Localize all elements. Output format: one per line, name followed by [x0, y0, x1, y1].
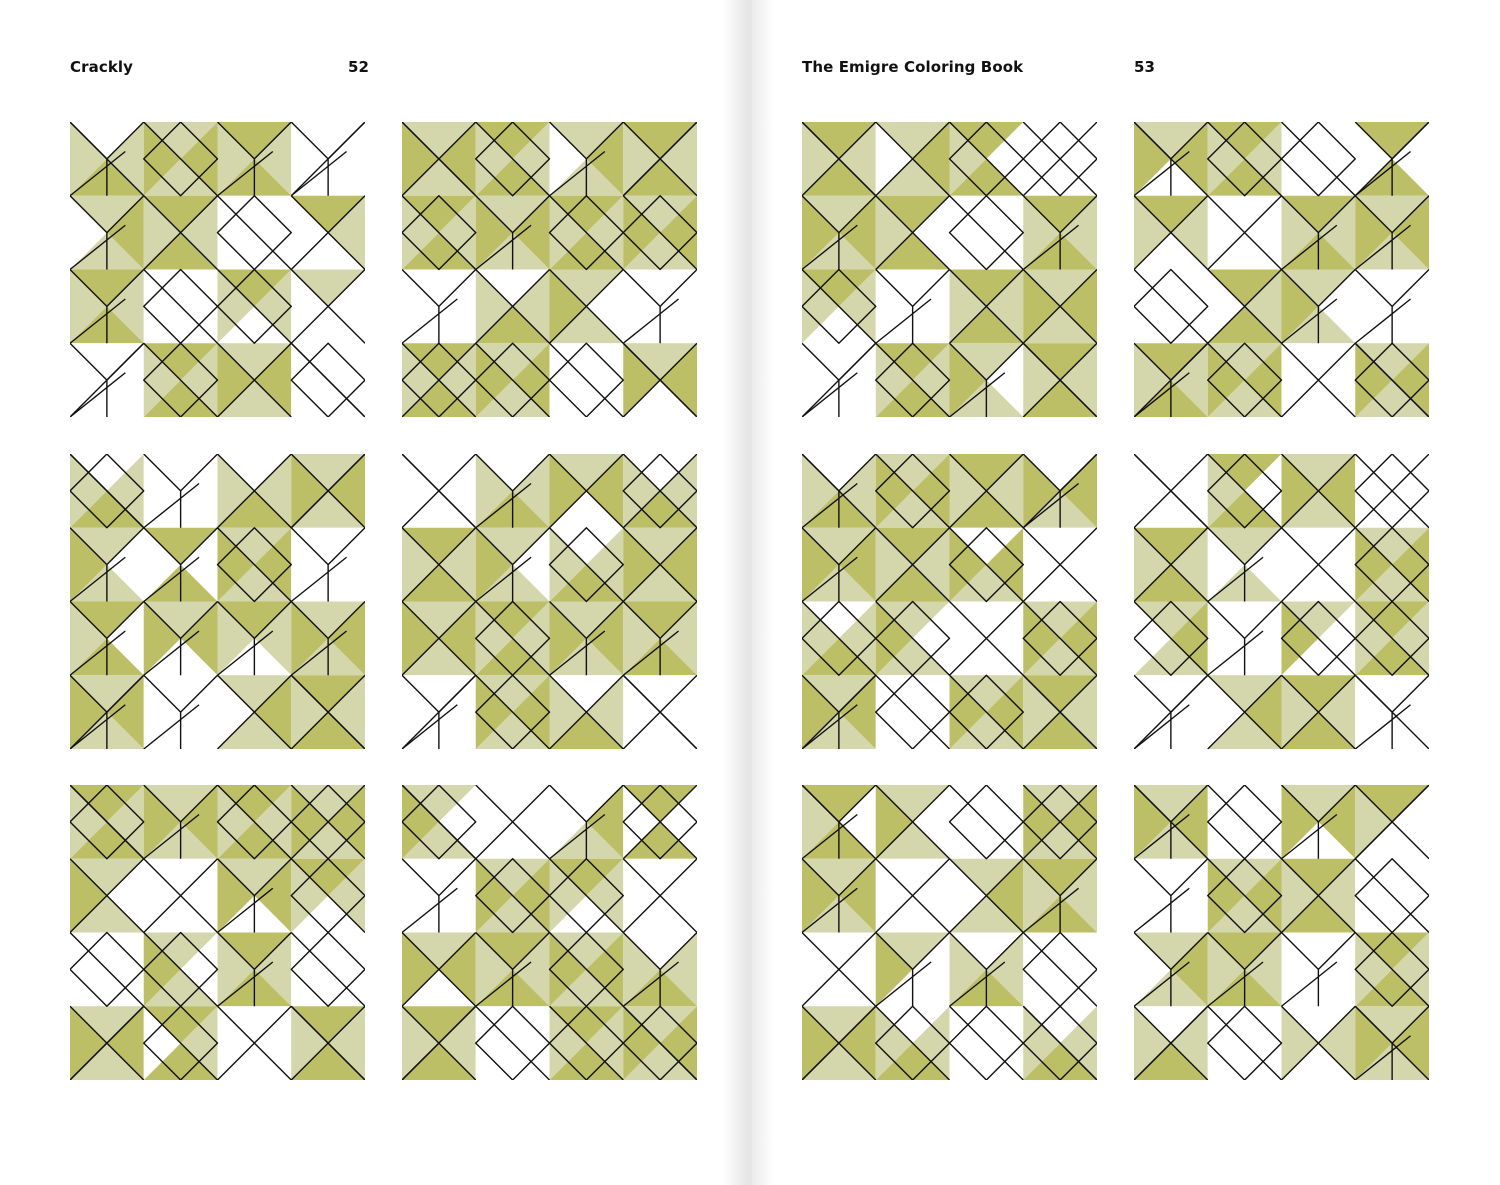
pattern-tile: [802, 785, 1097, 1080]
right-page: [752, 0, 1500, 1185]
pattern-grid: [70, 122, 698, 1082]
pattern-tile: [802, 122, 1097, 417]
pattern-tile: [402, 785, 697, 1080]
pattern-tile: [70, 122, 365, 417]
page-number: 52: [348, 58, 370, 76]
pattern-tile: [1134, 454, 1429, 749]
pattern-tile: [1134, 122, 1429, 417]
pattern-tile: [70, 785, 365, 1080]
pattern-tile: [802, 454, 1097, 749]
page-title: Crackly: [70, 58, 134, 76]
page-title: The Emigre Coloring Book: [802, 58, 1024, 76]
pattern-tile: [402, 454, 697, 749]
pattern-tile: [402, 122, 697, 417]
page-number: 53: [1134, 58, 1156, 76]
pattern-tile: [70, 454, 365, 749]
pattern-grid: [802, 122, 1430, 1082]
left-page: [0, 0, 748, 1185]
pattern-tile: [1134, 785, 1429, 1080]
